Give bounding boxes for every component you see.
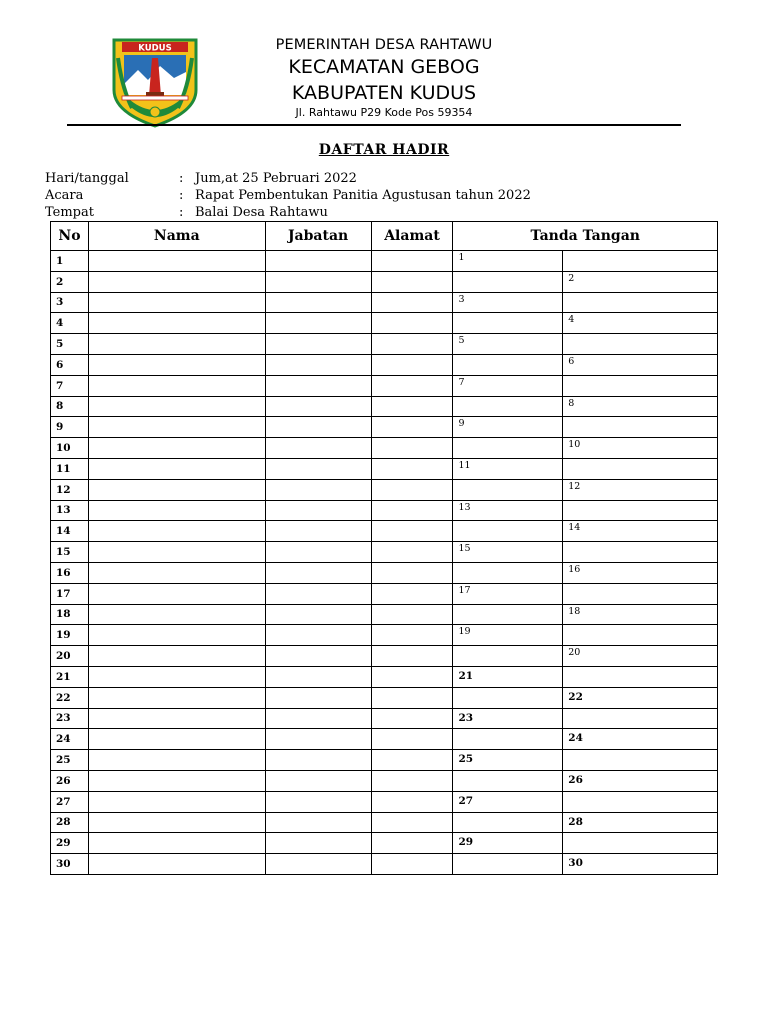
signature-cell-left: 19 (453, 625, 563, 646)
signature-cell-right (563, 625, 718, 646)
address-cell (371, 417, 453, 438)
row-number: 25 (51, 750, 89, 771)
signature-cell-left (453, 521, 563, 542)
name-cell (88, 812, 265, 833)
name-cell (88, 292, 265, 313)
table-row (51, 500, 718, 521)
signature-cell-right (563, 417, 718, 438)
name-cell (88, 313, 265, 334)
info-value: Jum,at 25 Pebruari 2022 (195, 171, 357, 186)
info-row-agenda (45, 188, 531, 204)
row-number: 14 (51, 521, 89, 542)
row-number: 21 (51, 666, 89, 687)
address-cell (371, 687, 453, 708)
address-cell (371, 334, 453, 355)
table-row (51, 542, 718, 563)
signature-cell-right (563, 666, 718, 687)
table-row (51, 271, 718, 292)
signature-cell-left: 13 (453, 500, 563, 521)
position-cell (265, 729, 371, 750)
table-row (51, 604, 718, 625)
row-number: 11 (51, 458, 89, 479)
address-cell (371, 292, 453, 313)
signature-cell-right: 22 (563, 687, 718, 708)
row-number: 28 (51, 812, 89, 833)
name-cell (88, 687, 265, 708)
table-row (51, 334, 718, 355)
table-row (51, 417, 718, 438)
row-number: 10 (51, 438, 89, 459)
district-name: KECAMATAN GEBOG (288, 56, 480, 78)
name-cell (88, 417, 265, 438)
header-tanda-tangan: Tanda Tangan (453, 222, 718, 251)
address-cell (371, 458, 453, 479)
name-cell (88, 854, 265, 875)
address-cell (371, 791, 453, 812)
table-header-row (51, 222, 718, 251)
info-value: Rapat Pembentukan Panitia Agustusan tahun 2022 (195, 188, 531, 203)
position-cell (265, 251, 371, 272)
position-cell (265, 708, 371, 729)
table-row (51, 708, 718, 729)
position-cell (265, 687, 371, 708)
kudus-regency-emblem (112, 38, 198, 128)
position-cell (265, 750, 371, 771)
info-row-date (45, 171, 357, 187)
signature-cell-left (453, 687, 563, 708)
name-cell (88, 396, 265, 417)
signature-cell-right (563, 833, 718, 854)
name-cell (88, 833, 265, 854)
name-cell (88, 666, 265, 687)
row-number: 27 (51, 791, 89, 812)
signature-cell-right (563, 500, 718, 521)
position-cell (265, 479, 371, 500)
table-row (51, 646, 718, 667)
signature-cell-right: 10 (563, 438, 718, 459)
row-number: 20 (51, 646, 89, 667)
name-cell (88, 500, 265, 521)
table-row (51, 438, 718, 459)
table-row (51, 770, 718, 791)
signature-cell-right (563, 542, 718, 563)
table-row (51, 396, 718, 417)
signature-cell-left: 29 (453, 833, 563, 854)
address-cell (371, 313, 453, 334)
row-number: 29 (51, 833, 89, 854)
table-row (51, 833, 718, 854)
name-cell (88, 438, 265, 459)
table-row (51, 292, 718, 313)
position-cell (265, 646, 371, 667)
address-cell (371, 438, 453, 459)
name-cell (88, 646, 265, 667)
name-cell (88, 770, 265, 791)
info-separator: : (179, 188, 184, 203)
address-cell (371, 542, 453, 563)
position-cell (265, 812, 371, 833)
info-row-place (45, 205, 328, 221)
position-cell (265, 271, 371, 292)
address-cell (371, 770, 453, 791)
address-cell (371, 375, 453, 396)
position-cell (265, 562, 371, 583)
name-cell (88, 375, 265, 396)
signature-cell-left (453, 271, 563, 292)
row-number: 2 (51, 271, 89, 292)
table-row (51, 458, 718, 479)
signature-cell-right: 26 (563, 770, 718, 791)
name-cell (88, 251, 265, 272)
letterhead-divider (67, 124, 681, 126)
address-cell (371, 521, 453, 542)
info-label: Tempat (45, 205, 94, 220)
row-number: 1 (51, 251, 89, 272)
name-cell (88, 750, 265, 771)
signature-cell-right (563, 458, 718, 479)
document-title: DAFTAR HADIR (318, 142, 450, 158)
emblem-ribbon-text: KUDUS (138, 43, 172, 54)
position-cell (265, 625, 371, 646)
name-cell (88, 354, 265, 375)
info-separator: : (179, 171, 184, 186)
header-alamat: Alamat (371, 222, 453, 251)
row-number: 13 (51, 500, 89, 521)
row-number: 16 (51, 562, 89, 583)
signature-cell-right: 2 (563, 271, 718, 292)
table-row (51, 479, 718, 500)
attendance-table (50, 221, 718, 875)
position-cell (265, 604, 371, 625)
name-cell (88, 271, 265, 292)
signature-cell-left: 7 (453, 375, 563, 396)
signature-cell-left (453, 396, 563, 417)
name-cell (88, 791, 265, 812)
signature-cell-left: 9 (453, 417, 563, 438)
table-row (51, 251, 718, 272)
signature-cell-right: 6 (563, 354, 718, 375)
signature-cell-right: 24 (563, 729, 718, 750)
attendance-rows (51, 251, 718, 875)
signature-cell-left: 17 (453, 583, 563, 604)
position-cell (265, 583, 371, 604)
position-cell (265, 521, 371, 542)
address-cell (371, 729, 453, 750)
address-cell (371, 604, 453, 625)
position-cell (265, 313, 371, 334)
signature-cell-left: 27 (453, 791, 563, 812)
address-cell (371, 708, 453, 729)
row-number: 22 (51, 687, 89, 708)
signature-cell-right (563, 375, 718, 396)
signature-cell-right (563, 292, 718, 313)
row-number: 23 (51, 708, 89, 729)
position-cell (265, 500, 371, 521)
row-number: 8 (51, 396, 89, 417)
name-cell (88, 729, 265, 750)
signature-cell-left (453, 354, 563, 375)
signature-cell-right: 20 (563, 646, 718, 667)
table-row (51, 375, 718, 396)
position-cell (265, 396, 371, 417)
address-cell (371, 354, 453, 375)
row-number: 6 (51, 354, 89, 375)
signature-cell-right: 16 (563, 562, 718, 583)
signature-cell-left (453, 729, 563, 750)
signature-cell-right (563, 334, 718, 355)
table-row (51, 354, 718, 375)
name-cell (88, 334, 265, 355)
signature-cell-left: 15 (453, 542, 563, 563)
address-cell (371, 812, 453, 833)
name-cell (88, 708, 265, 729)
signature-cell-right (563, 750, 718, 771)
row-number: 15 (51, 542, 89, 563)
position-cell (265, 854, 371, 875)
info-label: Acara (45, 188, 84, 203)
row-number: 18 (51, 604, 89, 625)
name-cell (88, 479, 265, 500)
name-cell (88, 542, 265, 563)
info-separator: : (179, 205, 184, 220)
table-row (51, 729, 718, 750)
row-number: 9 (51, 417, 89, 438)
signature-cell-right (563, 251, 718, 272)
row-number: 19 (51, 625, 89, 646)
table-row (51, 562, 718, 583)
row-number: 7 (51, 375, 89, 396)
info-label: Hari/tanggal (45, 171, 129, 186)
signature-cell-right: 4 (563, 313, 718, 334)
row-number: 26 (51, 770, 89, 791)
signature-cell-left: 11 (453, 458, 563, 479)
signature-cell-left: 25 (453, 750, 563, 771)
signature-cell-right (563, 583, 718, 604)
name-cell (88, 604, 265, 625)
signature-cell-right: 12 (563, 479, 718, 500)
signature-cell-left (453, 812, 563, 833)
signature-cell-left (453, 479, 563, 500)
row-number: 4 (51, 313, 89, 334)
table-row (51, 583, 718, 604)
table-row (51, 666, 718, 687)
header-nama: Nama (88, 222, 265, 251)
signature-cell-right: 28 (563, 812, 718, 833)
position-cell (265, 833, 371, 854)
table-row (51, 812, 718, 833)
table-row (51, 625, 718, 646)
position-cell (265, 458, 371, 479)
signature-cell-right (563, 708, 718, 729)
row-number: 3 (51, 292, 89, 313)
table-row (51, 521, 718, 542)
address-cell (371, 396, 453, 417)
position-cell (265, 375, 371, 396)
position-cell (265, 666, 371, 687)
row-number: 12 (51, 479, 89, 500)
address-cell (371, 251, 453, 272)
address-cell (371, 666, 453, 687)
position-cell (265, 542, 371, 563)
table-row (51, 313, 718, 334)
signature-cell-left (453, 313, 563, 334)
address-cell (371, 750, 453, 771)
header-no: No (51, 222, 89, 251)
signature-cell-right: 18 (563, 604, 718, 625)
table-row (51, 854, 718, 875)
signature-cell-right: 8 (563, 396, 718, 417)
signature-cell-left (453, 854, 563, 875)
position-cell (265, 791, 371, 812)
address-cell (371, 479, 453, 500)
signature-cell-right (563, 791, 718, 812)
signature-cell-left: 3 (453, 292, 563, 313)
header-jabatan: Jabatan (265, 222, 371, 251)
address-cell (371, 500, 453, 521)
signature-cell-left (453, 770, 563, 791)
signature-cell-left (453, 438, 563, 459)
address-cell (371, 271, 453, 292)
name-cell (88, 521, 265, 542)
name-cell (88, 562, 265, 583)
signature-cell-left (453, 646, 563, 667)
name-cell (88, 458, 265, 479)
position-cell (265, 334, 371, 355)
position-cell (265, 770, 371, 791)
address-cell (371, 833, 453, 854)
table-row (51, 750, 718, 771)
signature-cell-right: 14 (563, 521, 718, 542)
position-cell (265, 438, 371, 459)
row-number: 30 (51, 854, 89, 875)
signature-cell-left: 1 (453, 251, 563, 272)
position-cell (265, 417, 371, 438)
row-number: 17 (51, 583, 89, 604)
address-cell (371, 646, 453, 667)
position-cell (265, 354, 371, 375)
office-address: Jl. Rahtawu P29 Kode Pos 59354 (295, 106, 473, 119)
address-cell (371, 583, 453, 604)
info-value: Balai Desa Rahtawu (195, 205, 328, 220)
row-number: 24 (51, 729, 89, 750)
position-cell (265, 292, 371, 313)
address-cell (371, 854, 453, 875)
signature-cell-left (453, 604, 563, 625)
name-cell (88, 583, 265, 604)
signature-cell-left (453, 562, 563, 583)
table-row (51, 687, 718, 708)
table-row (51, 791, 718, 812)
signature-cell-right: 30 (563, 854, 718, 875)
address-cell (371, 562, 453, 583)
signature-cell-left: 21 (453, 666, 563, 687)
address-cell (371, 625, 453, 646)
row-number: 5 (51, 334, 89, 355)
signature-cell-left: 23 (453, 708, 563, 729)
name-cell (88, 625, 265, 646)
signature-cell-left: 5 (453, 334, 563, 355)
regency-name: KABUPATEN KUDUS (291, 82, 477, 104)
government-name: PEMERINTAH DESA RAHTAWU (275, 37, 493, 53)
